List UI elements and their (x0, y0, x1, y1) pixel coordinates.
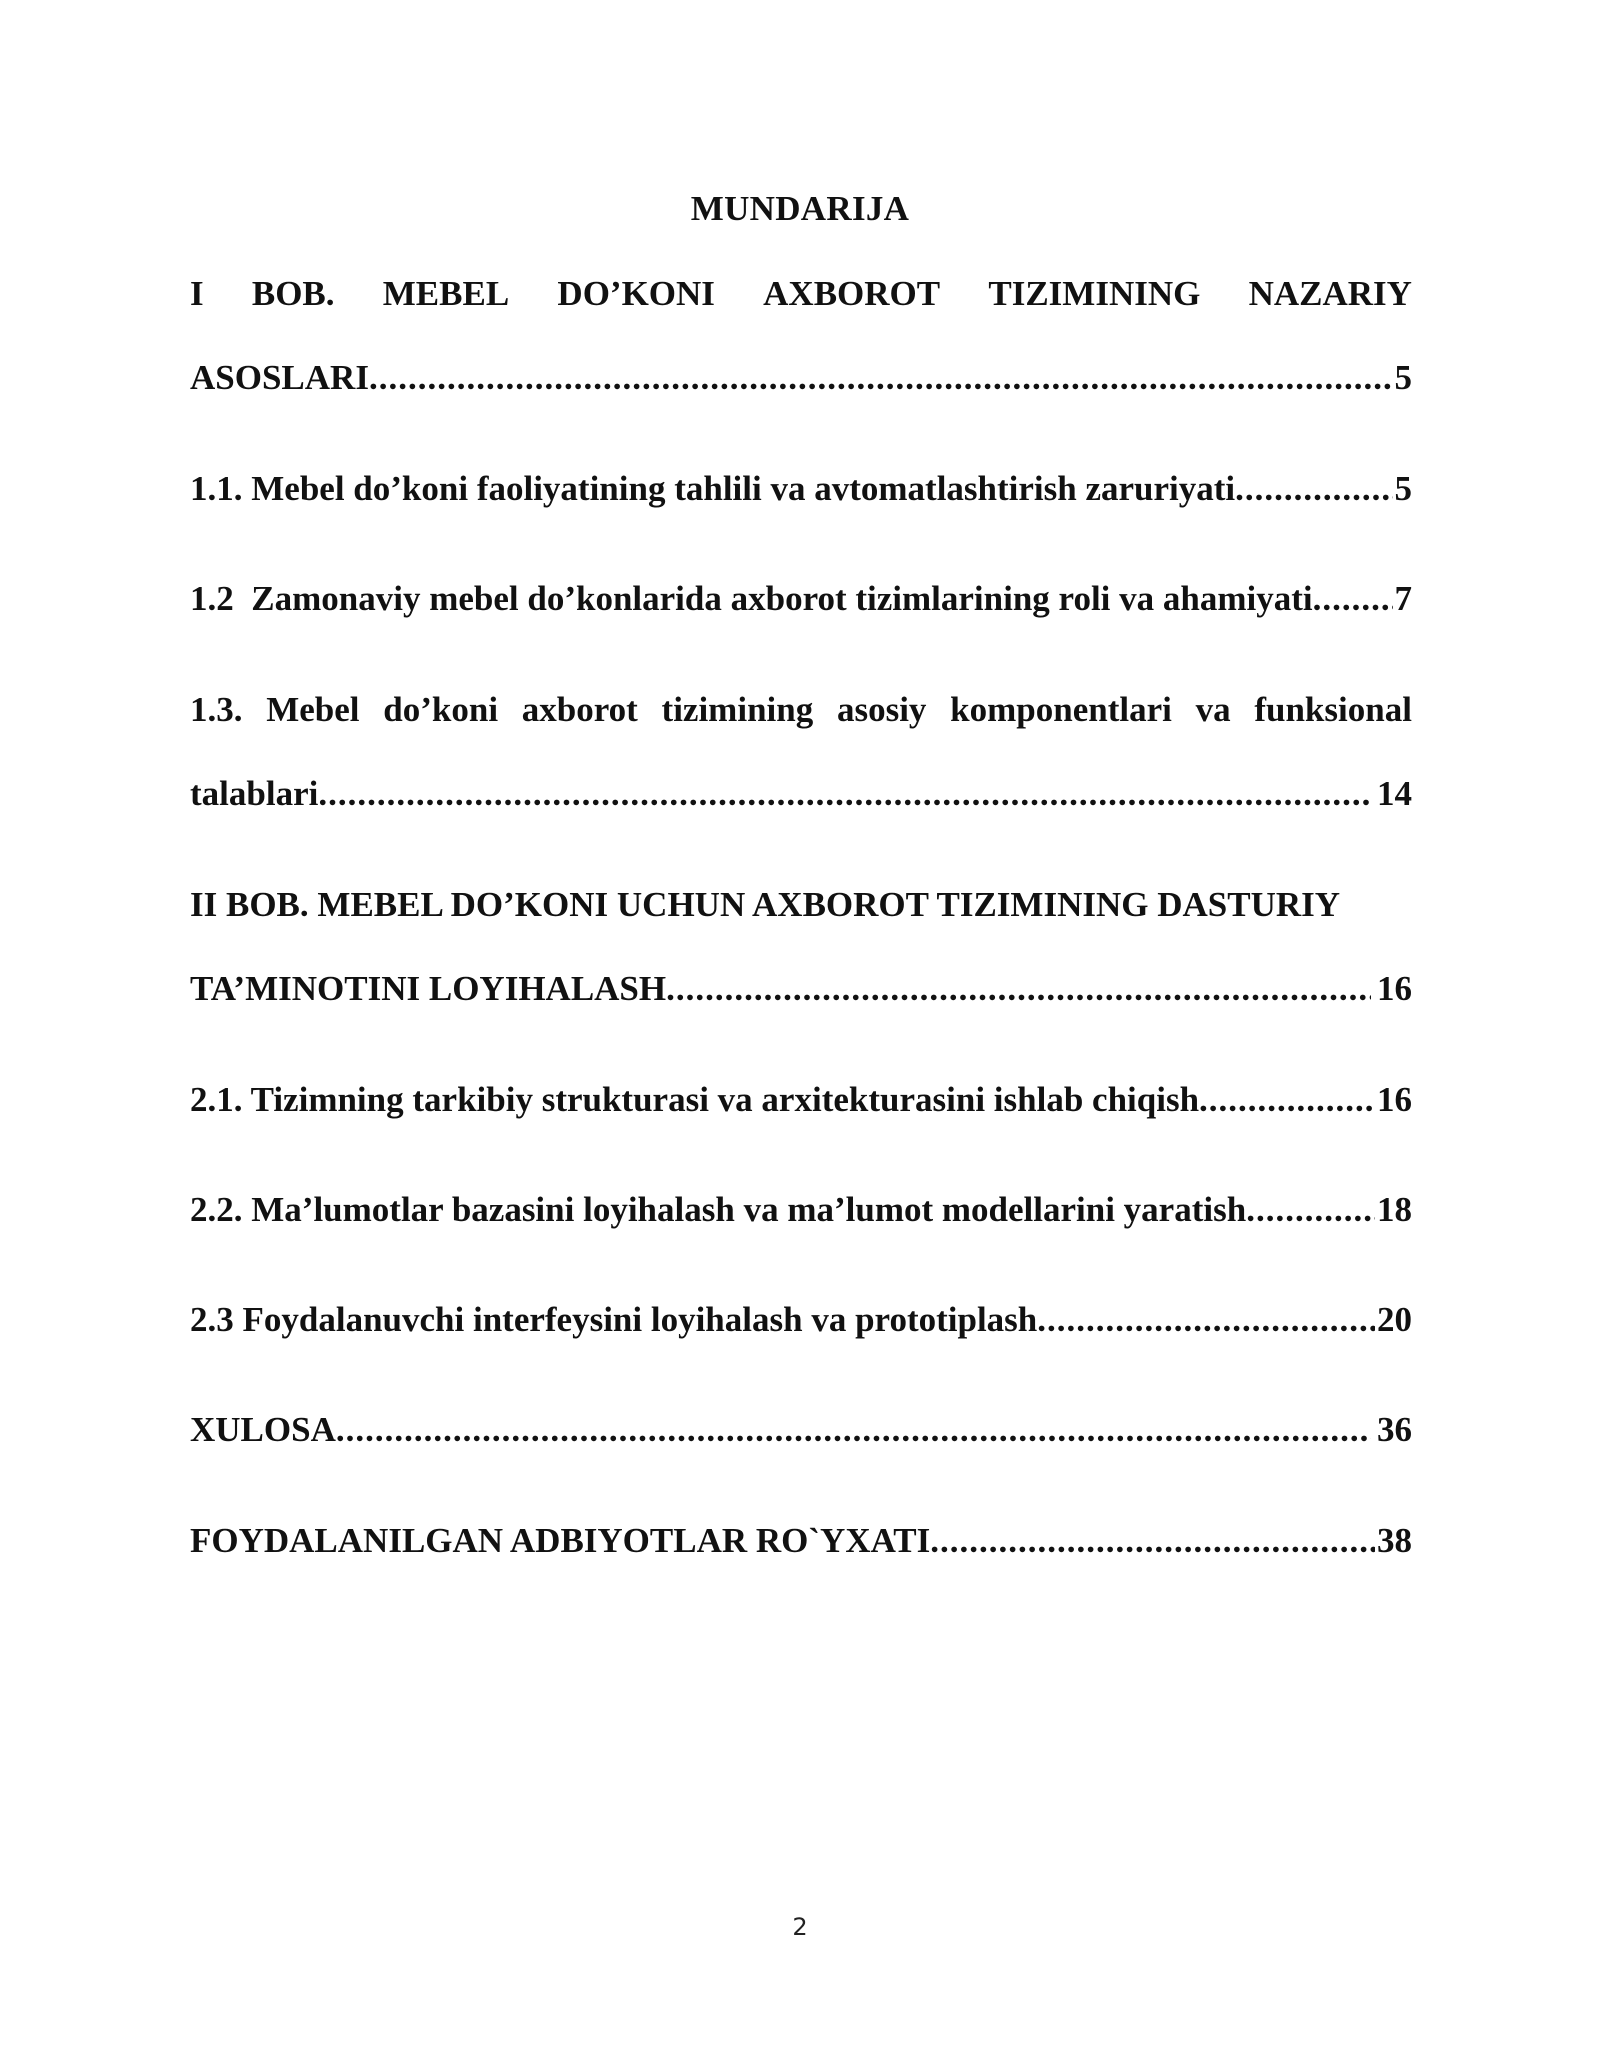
page-title: MUNDARIJA (690, 189, 910, 228)
toc-page-number: 38 (1377, 1521, 1412, 1560)
toc-page-number: 5 (1394, 469, 1412, 508)
toc-word: asosiy (836, 690, 927, 729)
toc-word: komponentlari (950, 690, 1172, 729)
toc-entry-section-1-3-line-2[interactable] (190, 772, 1412, 816)
dot-leader (930, 1519, 1375, 1563)
toc-entry-section-1-1[interactable] (190, 467, 1412, 511)
toc-entry-chapter-2-line-1: II BOB. MEBEL DO’KONI UCHUN AXBOROT TIZIMINING DASTURIY (190, 885, 1341, 924)
toc-entry-title: 1.1. Mebel do’koni faoliyatining tahlili va avtomatlashtirish zaruriyati (190, 469, 1236, 508)
toc-entry-chapter-1-line-2[interactable] (190, 356, 1412, 400)
dot-leader (666, 967, 1371, 1011)
toc-entry-references[interactable] (190, 1519, 1412, 1563)
toc-page-number: 20 (1377, 1300, 1412, 1339)
toc-word: axborot (521, 690, 638, 729)
dot-leader (1037, 1298, 1375, 1342)
toc-entry-title: ASOSLARI (190, 358, 369, 397)
toc-word: BOB. (251, 274, 335, 313)
toc-entry-title: FOYDALANILGAN ADBIYOTLAR RO`YXATI (190, 1521, 931, 1560)
dot-leader (336, 1408, 1371, 1452)
toc-page-number: 14 (1377, 774, 1412, 813)
toc-entry-title: 2.1. Tizimning tarkibiy strukturasi va arxitekturasini ishlab chiqish (190, 1080, 1200, 1119)
toc-word: NAZARIY (1248, 274, 1412, 313)
toc-page-number: 16 (1377, 1080, 1412, 1119)
toc-word: TIZIMINING (988, 274, 1201, 313)
toc-word: MEBEL (382, 274, 510, 313)
toc-entry-title: 1.2 Zamonaviy mebel do’konlarida axborot tizimlarining roli va ahamiyati (190, 579, 1313, 618)
dot-leader (1199, 1078, 1375, 1122)
page-number-footer: 2 (792, 1913, 808, 1941)
toc-entry-section-2-2[interactable] (190, 1188, 1412, 1232)
dot-leader (1246, 1188, 1375, 1232)
toc-entry-title: TA’MINOTINI LOYIHALASH (190, 969, 667, 1008)
toc-entry-chapter-1-line-1 (190, 272, 1412, 316)
dot-leader (369, 356, 1393, 400)
toc-entry-conclusion[interactable] (190, 1408, 1412, 1452)
toc-entry-title: 2.2. Ma’lumotlar bazasini loyihalash va ma’lumot modellarini yaratish (190, 1190, 1247, 1229)
toc-entry-title: XULOSA (190, 1410, 336, 1449)
toc-word: AXBOROT (763, 274, 941, 313)
toc-word: 1.3. (190, 690, 243, 729)
dot-leader (1313, 577, 1393, 621)
toc-page-number: 18 (1377, 1190, 1412, 1229)
toc-entry-section-2-3[interactable] (190, 1298, 1412, 1342)
toc-word: Mebel (266, 690, 360, 729)
dot-leader (318, 772, 1371, 816)
toc-entry-title: talablari (190, 774, 319, 813)
toc-entry-section-2-1[interactable] (190, 1078, 1412, 1122)
toc-page-number: 5 (1394, 358, 1412, 397)
dot-leader (1235, 467, 1392, 511)
toc-page-number: 7 (1394, 579, 1412, 618)
toc-entry-chapter-2-line-2[interactable] (190, 967, 1412, 1011)
toc-word: DO’KONI (557, 274, 715, 313)
toc-entry-section-1-3-line-1 (190, 688, 1412, 732)
toc-word: va (1195, 690, 1231, 729)
toc-page-number: 36 (1377, 1410, 1412, 1449)
toc-entry-section-1-2[interactable] (190, 577, 1412, 621)
toc-word: do’koni (383, 690, 499, 729)
toc-word: funksional (1254, 690, 1412, 729)
toc-word: I (190, 274, 204, 313)
toc-word: tizimining (661, 690, 814, 729)
toc-entry-title: 2.3 Foydalanuvchi interfeysini loyihalash va prototiplash (190, 1300, 1038, 1339)
toc-page-number: 16 (1377, 969, 1412, 1008)
